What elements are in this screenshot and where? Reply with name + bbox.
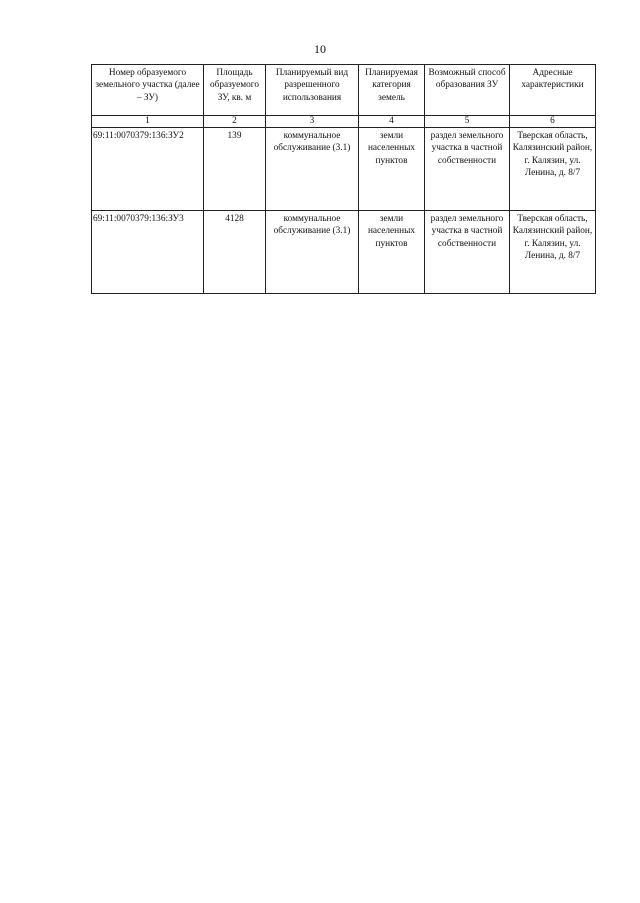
cell-parcel-id: 69:11:0070379:136:ЗУ2	[92, 128, 204, 211]
cell-area: 4128	[204, 211, 266, 294]
column-number: 4	[359, 116, 425, 128]
column-number: 6	[510, 116, 596, 128]
cell-parcel-id: 69:11:0070379:136:ЗУ3	[92, 211, 204, 294]
cell-address: Тверская область, Калязинский район, г. Калязин, ул. Ленина, д. 8/7	[510, 211, 596, 294]
cell-permitted-use: коммунальное обслуживание (3.1)	[266, 128, 359, 211]
land-parcel-table	[91, 64, 596, 294]
cell-land-category: земли населенных пунктов	[359, 128, 425, 211]
column-number-row	[92, 116, 596, 128]
header-parcel-number: Номер образуемого земельного участка (далее – ЗУ)	[92, 65, 204, 116]
cell-address: Тверская область, Калязинский район, г. Калязин, ул. Ленина, д. 8/7	[510, 128, 596, 211]
table-row	[92, 211, 596, 294]
header-permitted-use: Планируемый вид разрешенного использования	[266, 65, 359, 116]
cell-formation-method: раздел земельного участка в частной собственности	[425, 128, 510, 211]
header-formation-method: Возможный способ образования ЗУ	[425, 65, 510, 116]
table-row	[92, 128, 596, 211]
header-address: Адресные характеристики	[510, 65, 596, 116]
column-number: 3	[266, 116, 359, 128]
table-header-row	[92, 65, 596, 116]
column-number: 1	[92, 116, 204, 128]
header-land-category: Планируемая категория земель	[359, 65, 425, 116]
cell-area: 139	[204, 128, 266, 211]
page-number: 10	[314, 42, 326, 56]
cell-permitted-use: коммунальное обслуживание (3.1)	[266, 211, 359, 294]
cell-land-category: земли населенных пунктов	[359, 211, 425, 294]
header-area: Площадь образуемого ЗУ, кв. м	[204, 65, 266, 116]
column-number: 5	[425, 116, 510, 128]
cell-formation-method: раздел земельного участка в частной собственности	[425, 211, 510, 294]
column-number: 2	[204, 116, 266, 128]
